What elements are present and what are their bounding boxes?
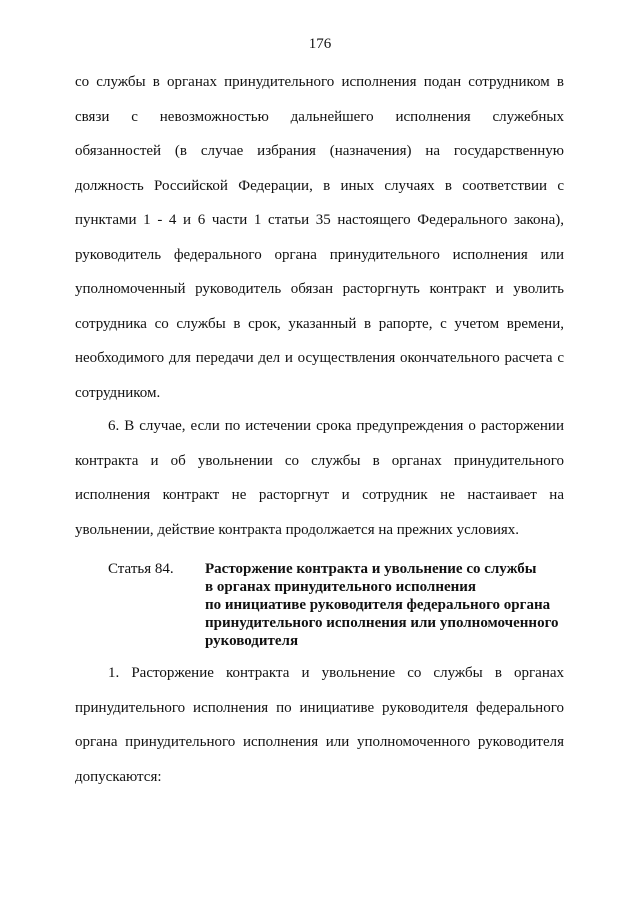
paragraph-item-6	[75, 409, 564, 547]
text-line: обязанностей (в случае избрания (назначения) на государственную	[75, 143, 564, 159]
text-line: должность Российской Федерации, в иных случаях в соответствии с	[75, 177, 564, 194]
text-line: принудительного исполнения по инициативе руководителя федерального	[75, 699, 564, 716]
text-line: необходимого для передачи дел и осуществления окончательного расчета с	[75, 350, 564, 366]
text-line: увольнении, действие контракта продолжается на прежних условиях.	[75, 521, 520, 538]
text-line: связи с невозможностью дальнейшего исполнения служебных	[75, 108, 564, 125]
text-line: пунктами 1 - 4 и 6 части 1 статьи 35 настоящего Федерального закона),	[75, 212, 564, 228]
text-line: 6. В случае, если по истечении срока предупреждения о расторжении	[108, 418, 564, 434]
text-line: со службы в органах принудительного исполнения подан сотрудником в	[75, 74, 564, 90]
text-line: руководитель федерального органа принудительного исполнения или	[75, 246, 564, 263]
text-line: сотрудника со службы в срок, указанный в рапорте, с учетом времени,	[75, 315, 564, 332]
text-line: допускаются:	[75, 768, 162, 785]
paragraph-continuation	[75, 65, 564, 410]
article-number: Статья 84.	[108, 561, 174, 577]
text-line: исполнения контракт не расторгнут и сотрудник не настаивает на	[75, 487, 564, 503]
page-number: 176	[308, 36, 332, 52]
text-line: органа принудительного исполнения или уполномоченного руководителя	[75, 734, 564, 750]
text-line: 1. Расторжение контракта и увольнение со службы в органах	[108, 665, 564, 681]
text-line: контракта и об увольнении со службы в органах принудительного	[75, 452, 564, 469]
text-line: уполномоченный руководитель обязан расторгнуть контракт и уволить	[75, 281, 564, 297]
article-title: Расторжение контракта и увольнение со службы в органах принудительного исполнения по инициативе руководителя федерального органа принудительного исполнения или уполномоченного руководителя	[205, 561, 559, 649]
text-line: сотрудником.	[75, 384, 161, 401]
paragraph-item-1	[75, 656, 564, 794]
